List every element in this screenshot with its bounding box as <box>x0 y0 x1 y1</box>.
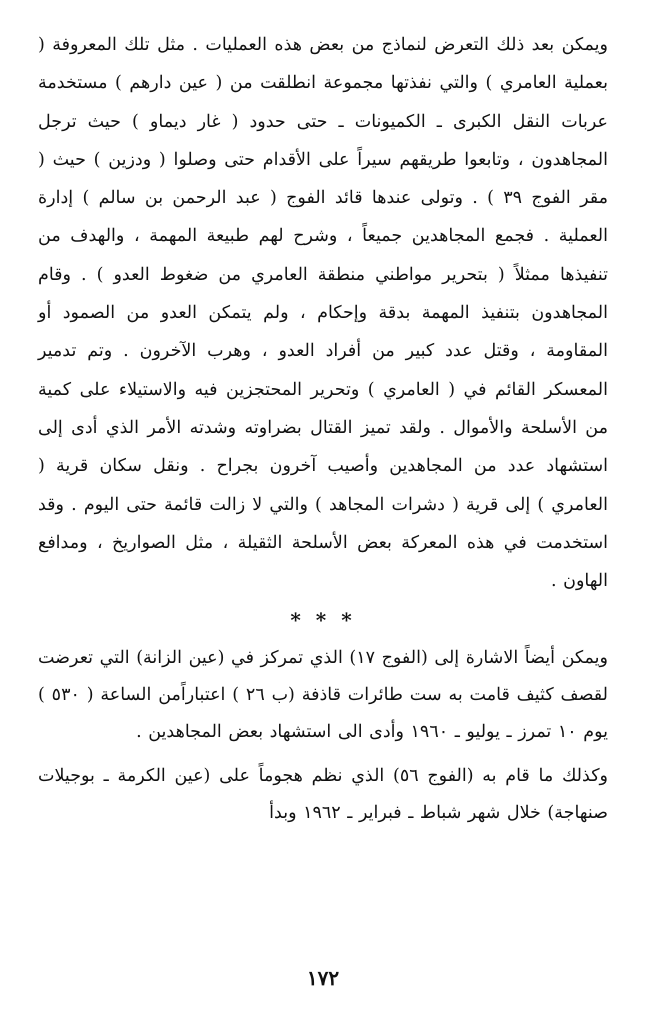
paragraph-amiri-operation: ويمكن بعد ذلك التعرض لنماذج من بعض هذه العمليات . مثل تلك المعروفة ( بعملية العامري ) والتي نفذتها مجموعة انطلقت من ( عين دارهم ) مستخدمة عربات النقل الكبرى ـ الكميونات ـ حتى حدود ( غار ديماو ) حيث ترجل المجاهدون ، وتابعوا طريقهم سيراً على الأقدام حتى وصلوا ( ودزين ) حيث ( مقر الفوج ٣٩ ) . وتولى عندها قائد الفوج ( عبد الرحمن بن سالم ) إدارة العملية . فجمع المجاهدين جميعاً ، وشرح لهم طبيعة المهمة ، والهدف من تنفيذها ممثلاً ( بتحرير مواطني منطقة العامري من ضغوط العدو ) . وقام المجاهدون بتنفيذ المهمة بدقة وإحكام ، ولم يتمكن العدو من الصمود أو المقاومة ، وقتل عدد كبير من أفراد العدو ، وهرب الآخرون . وتم تدمير المعسكر القائم في ( العامري ) وتحرير المحتجزين فيه والاستيلاء على كمية من الأسلحة والأموال . ولقد تميز القتال بضراوته وشدته الأمر الذي أدى إلى استشهاد عدد من المجاهدين وأصيب آخرون بجراح . ونقل سكان قرية ( العامري ) إلى قرية ( دشرات المجاهد ) والتي لا زالت قائمة حتى اليوم . وقد استخدمت في هذه المعركة بعض الأسلحة الثقيلة ، مثل الصواريخ ، ومدافع الهاون . <box>38 35 608 592</box>
page-body <box>38 26 608 1006</box>
paragraph-battalion-56: وكذلك ما قام به (الفوج ٥٦) الذي نظم هجوماً على (عين الكرمة ـ بوجيلات صنهاجة) خلال شهر شباط ـ فبراير ـ ١٩٦٢ وبدأ <box>38 766 608 824</box>
page-number: ١٧٢ <box>306 966 340 990</box>
paragraph-battalion-17: ويمكن أيضاً الاشارة إلى (الفوج ١٧) الذي تمركز في (عين الزانة) التي تعرضت لقصف كثيف قامت به ست طائرات قاذفة (ب ٢٦ ) اعتباراًمن الساعة ( ٥٣٠ ) يوم ١٠ تمرز ـ يوليو ـ ١٩٦٠ وأدى الى استشهاد بعض المجاهدين . <box>38 648 608 742</box>
section-separator: * * * <box>290 608 356 633</box>
